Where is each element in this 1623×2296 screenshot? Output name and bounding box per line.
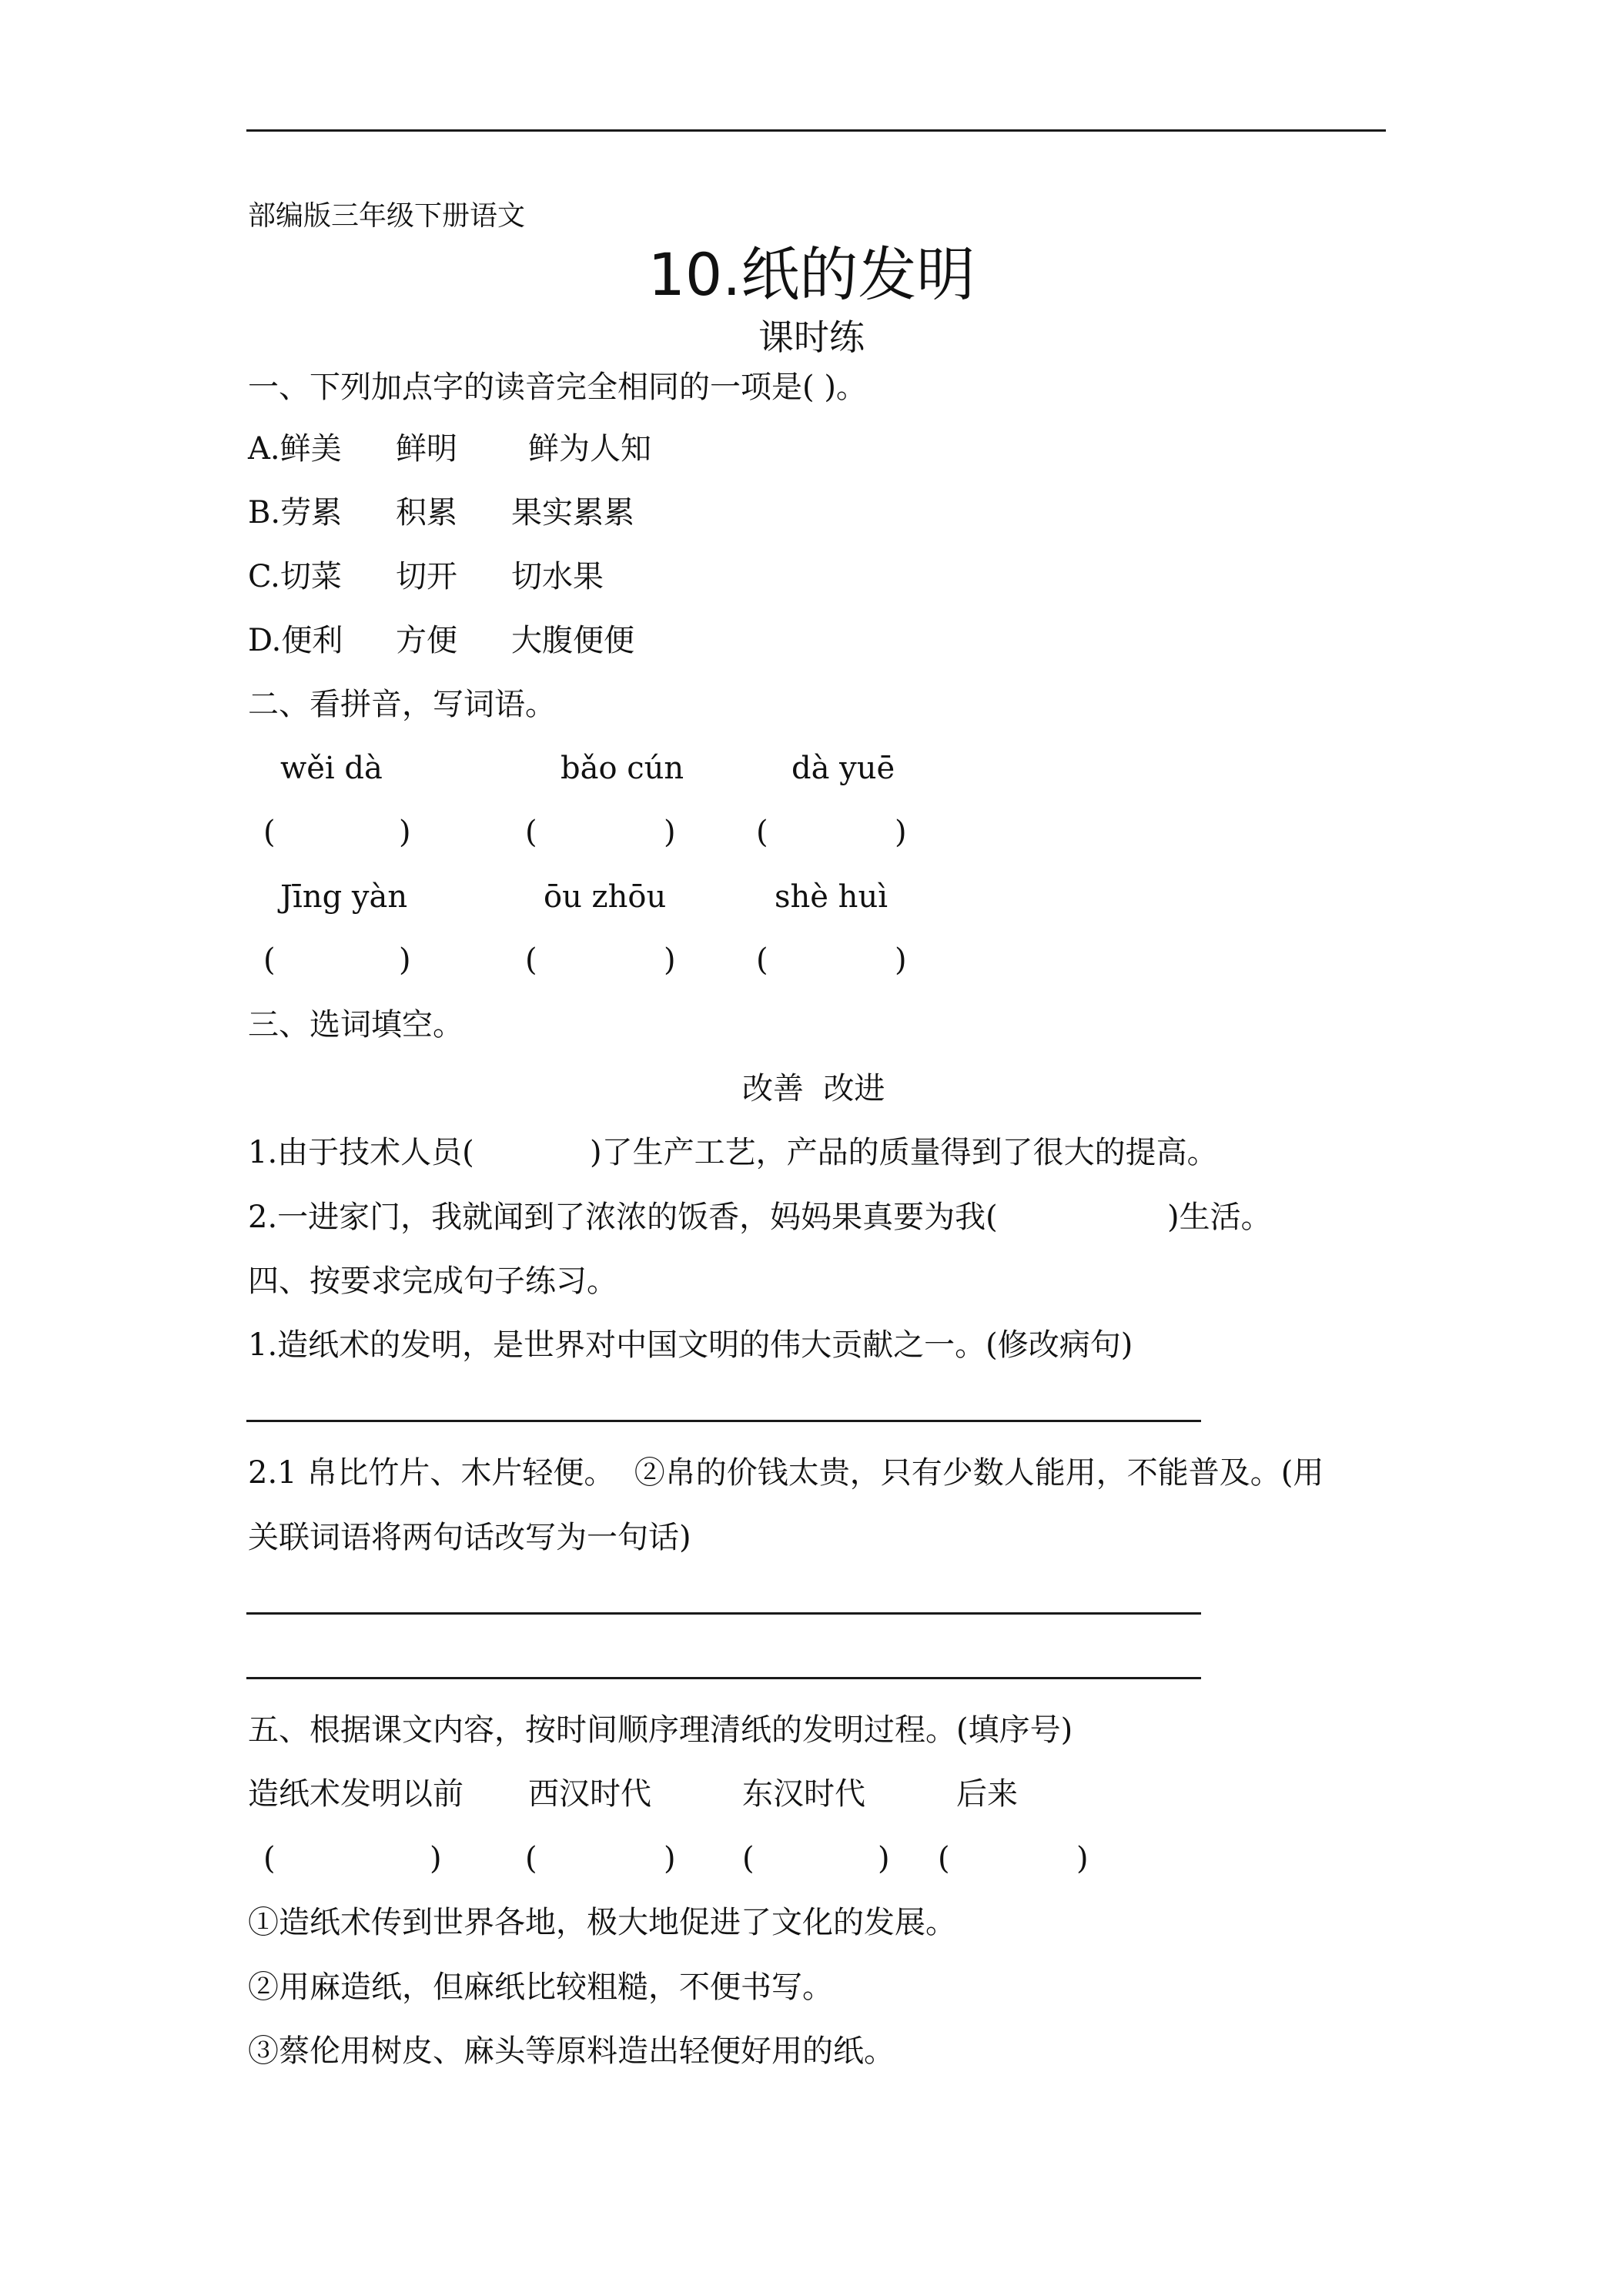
sentence-question-2-line2: 关联词语将两句话改写为一句话) [248, 1520, 691, 1555]
option-c-label: C.切菜 [248, 559, 342, 594]
pinyin-1: wěi dà [280, 751, 383, 786]
pinyin-4: Jīng yàn [280, 879, 408, 915]
sentence-question-2-line1: 2.1 帛比竹片、木片轻便。 ②帛的价钱太贵，只有少数人能用，不能普及。(用 [248, 1455, 1324, 1491]
option-b-word2: 积累 [396, 495, 457, 530]
blank-close: ) [430, 1841, 442, 1876]
series-label: 部编版三年级下册语文 [248, 200, 526, 232]
blank-open: ( [525, 1841, 537, 1876]
blank-open: ( [525, 815, 537, 850]
option-a-word3: 鲜为人知 [528, 431, 651, 467]
page-title: 10.纸的发明 [648, 240, 975, 309]
pinyin-5: ōu zhōu [544, 879, 667, 915]
answer-line [246, 1612, 1201, 1615]
fill-question-2-start: 2.一进家门，我就闻到了浓浓的饭香，妈妈果真要为我( [248, 1200, 998, 1235]
blank-open: ( [263, 815, 276, 850]
option-c-word2: 切开 [396, 559, 457, 594]
blank-close: ) [895, 815, 907, 850]
answer-line [246, 1677, 1201, 1679]
event-item-3: ③蔡伦用树皮、麻头等原料造出轻便好用的纸。 [248, 2033, 895, 2069]
blank-open: ( [756, 815, 768, 850]
option-c-word3: 切水果 [511, 559, 604, 594]
event-item-1: ①造纸术传到世界各地，极大地促进了文化的发展。 [248, 1905, 956, 1940]
sentence-question-1: 1.造纸术的发明，是世界对中国文明的伟大贡献之一。(修改病句) [248, 1327, 1133, 1363]
fill-question-2-end: )生活。 [1167, 1200, 1272, 1235]
blank-open: ( [263, 942, 276, 978]
pinyin-3: dà yuē [791, 751, 895, 786]
option-d-word2: 方便 [396, 623, 457, 658]
fill-question-1-start: 1.由于技术人员( [248, 1135, 474, 1170]
blank-close: ) [664, 815, 676, 850]
word-choices: 改善 改进 [742, 1071, 885, 1106]
option-d-word3: 大腹便便 [511, 623, 634, 658]
blank-open: ( [263, 1841, 276, 1876]
blank-open: ( [938, 1841, 950, 1876]
section2-heading: 二、看拼音，写词语。 [248, 687, 556, 722]
blank-close: ) [895, 942, 907, 978]
header-rule [246, 129, 1386, 132]
section4-heading: 四、按要求完成句子练习。 [248, 1263, 617, 1299]
blank-close: ) [399, 815, 411, 850]
pinyin-6: shè huì [775, 879, 888, 915]
option-d-label: D.便利 [248, 623, 343, 658]
period-3: 东汉时代 [742, 1776, 865, 1812]
section1-heading: 一、下列加点字的读音完全相同的一项是( )。 [248, 370, 867, 405]
period-1: 造纸术发明以前 [248, 1776, 463, 1812]
blank-close: ) [878, 1841, 890, 1876]
blank-close: ) [664, 1841, 676, 1876]
fill-question-1-end: )了生产工艺，产品的质量得到了很大的提高。 [590, 1135, 1218, 1170]
period-2: 西汉时代 [528, 1776, 651, 1812]
blank-open: ( [756, 942, 768, 978]
period-4: 后来 [956, 1776, 1018, 1812]
section5-heading: 五、根据课文内容，按时间顺序理清纸的发明过程。(填序号) [248, 1712, 1073, 1748]
option-b-label: B.劳累 [248, 495, 343, 530]
answer-line [246, 1420, 1201, 1422]
blank-close: ) [664, 942, 676, 978]
event-item-2: ②用麻造纸，但麻纸比较粗糙，不便书写。 [248, 1970, 833, 2005]
blank-close: ) [1076, 1841, 1089, 1876]
page-subtitle: 课时练 [758, 316, 865, 358]
pinyin-2: bǎo cún [561, 751, 684, 786]
option-b-word3: 果实累累 [511, 495, 634, 530]
option-a-label: A.鲜美 [248, 431, 342, 467]
option-a-word2: 鲜明 [396, 431, 457, 467]
blank-close: ) [399, 942, 411, 978]
blank-open: ( [742, 1841, 755, 1876]
blank-open: ( [525, 942, 537, 978]
section3-heading: 三、选词填空。 [248, 1007, 463, 1043]
